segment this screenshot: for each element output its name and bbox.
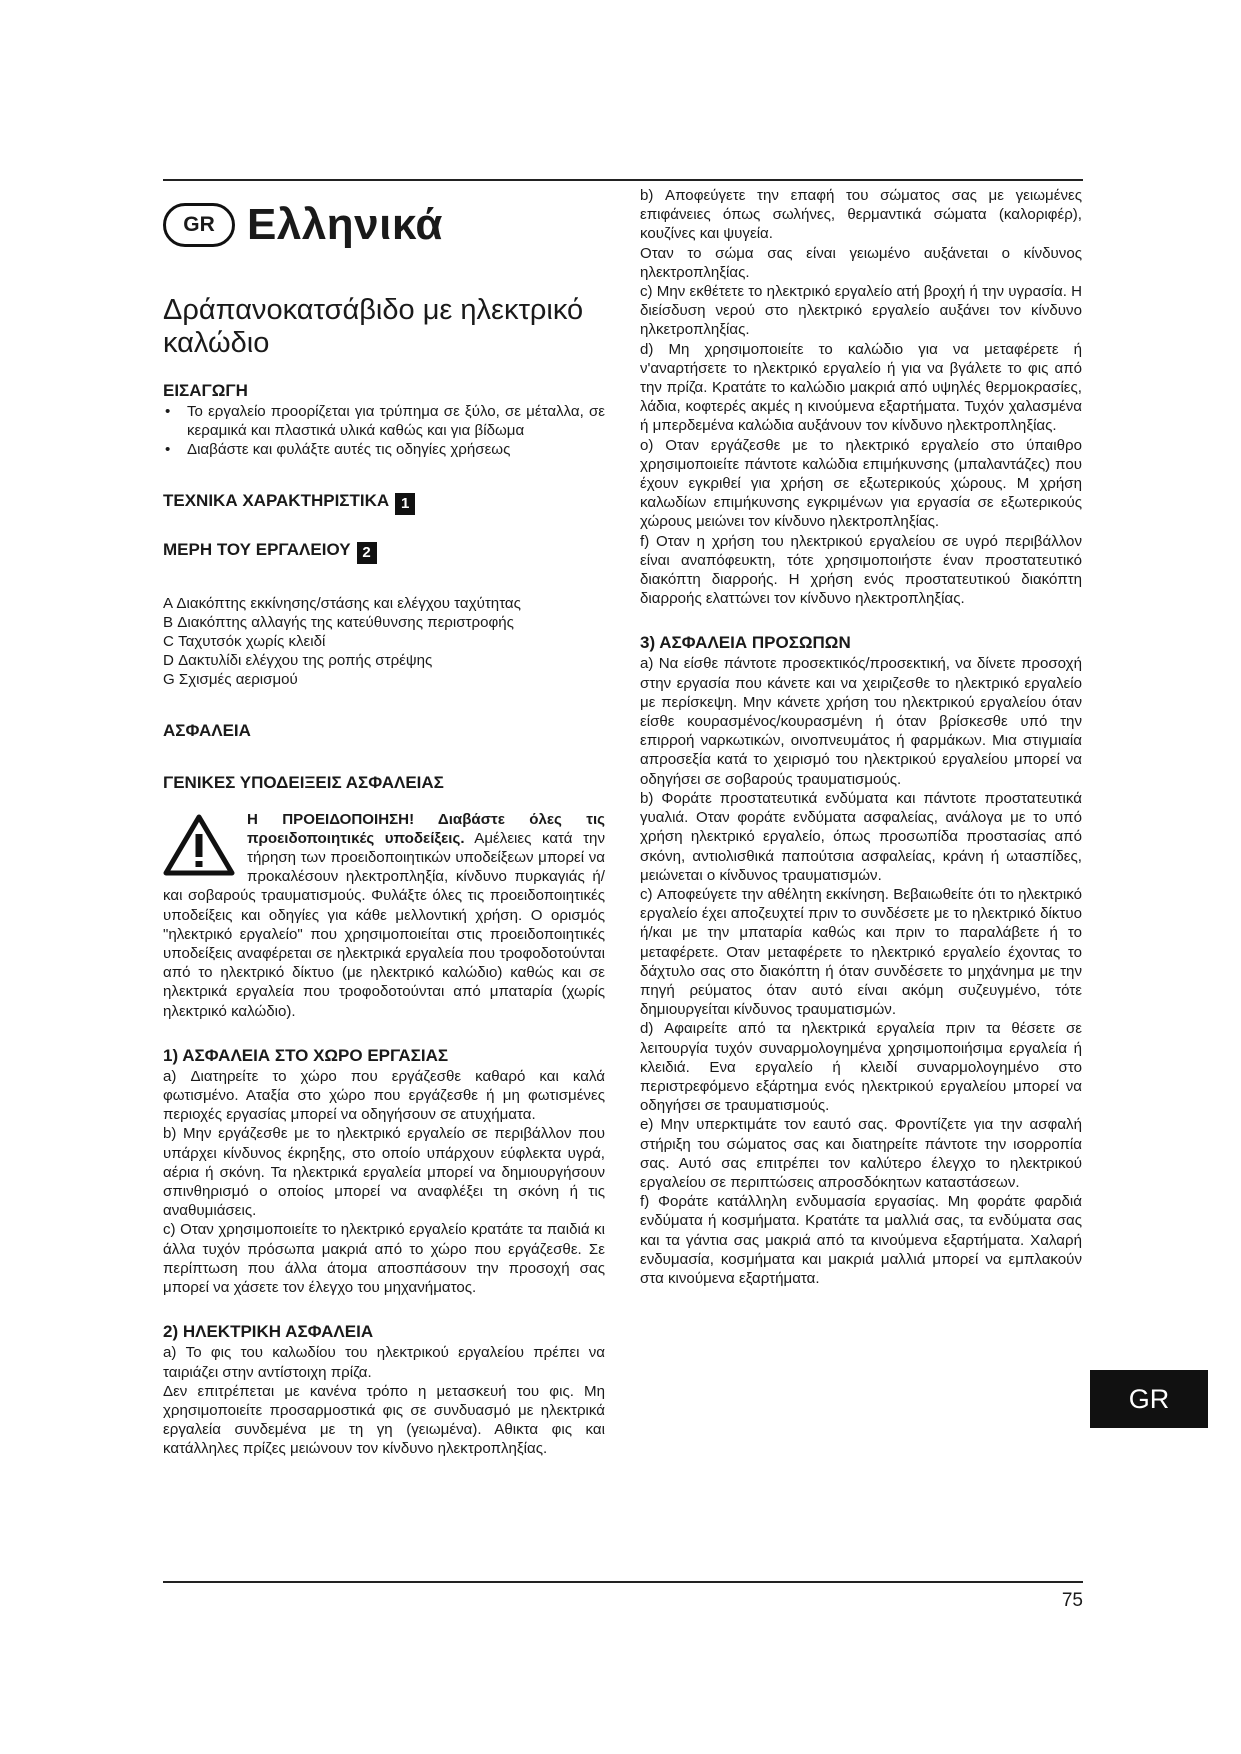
document-title: Δράπανοκατσάβιδο με ηλεκτρικό καλώδιο (163, 294, 584, 359)
list-item: B Διακόπτης αλλαγής της κατεύθυνσης περιστροφής (163, 613, 514, 631)
work-area-heading: 1) ΑΣΦΑΛΕΙΑ ΣΤΟ ΧΩΡΟ ΕΡΓΑΣΙΑΣ (163, 1045, 449, 1065)
language-badge: GR (163, 203, 235, 247)
warning-triangle-icon (163, 814, 235, 876)
paragraph: c) Μην εκθέτετε το ηλεκτρικό εργαλείο ατή βροχή ή την υγρασία. Η διείσδυση νερού στο ηλεκτρικό εργαλείο αυξάνει τον κίνδυνο ηλκετροπληξίας. (640, 283, 1083, 339)
paragraph: Οταν το σώμα σας είναι γειωμένο αυξάνεται ο κίνδυνος ηλεκτροπληξίας. (640, 244, 1082, 281)
paragraph: Δεν επιτρέπεται με κανένα τρόπο η μετασκευή του φις. Μη χρησιμοποιείτε προσαρμοστικά φις σε συνδυασμό με ηλεκτρικά εργαλεία συνδεμένα με τη γη (γειωμένα). Αθικτα φις και κατάλληλες πρίζες μειώνουν τον κίνδυνο ηλεκτροπληξίας. (163, 1382, 605, 1458)
list-item: • Διαβάστε και φυλάξτε αυτές τις οδηγίες χρήσεως (163, 440, 605, 459)
paragraph: a) Να είσθε πάντοτε προσεκτικός/προσεκτική, να δίνετε προσοχή στην εργασία που κάνετε και να χειριζεσθε το ηλεκτρικό εργαλείο με περίσκεψη. Μην κάνετε χρήση του ηλεκτρικού εργαλείου όταν είσθε κουρασμένος/κουρασμένη ή όταν βρίσκεσθε υπό την επιρροή ναρκωτικών, οινοπνευμάτος ή φαρμάκων. Μια στιγμιαία απροσεξία κατά το χειρισμό του ηλεκτρικού εργαλείου μπορεί να οδηγήσει σε σοβαρούς τραυματισμούς. (640, 655, 1082, 788)
figure-2-badge: 2 (357, 542, 377, 564)
warning-lead: Η ΠΡΟΕΙΔΟΠΟΙΗΣΗ! Διαβάστε όλες τις προειδοποιητικές υποδείξεις. (247, 810, 605, 847)
list-item: • Το εργαλείο προορίζεται για τρύπημα σε ξύλο, σε μέταλλα, σε κεραμικά και πλαστικά υλικά καθώς και για βίδωμα (163, 402, 605, 440)
paragraph: f) Οταν η χρήση του ηλεκτρικού εργαλείου σε υγρό περιβάλλον είναι αναπόφευκτη, τότε χρησιμοποιήστε έναν προστατευτικό διακόπτη διαρροής. Η χρήση ενός προστατευτικού διακόπτη διαρροής ελαττώνει τον κίνδυνο ηλεκτροπληξίας. (640, 532, 1082, 608)
paragraph: o) Οταν εργάζεσθε με το ηλεκτρικό εργαλείο στο ύπαιθρο χρησιμοποιείτε πάντοτε καλώδια επιμήκυνσης (μπαλαντάζες) που έχουν εγκριθεί για χρήση σε εξωτερικούς χώρους. Μ χρήση καλωδίων επιμήκυνσης εγκριμένων για εργασία σε εξωτερικούς χώρους μειώνει τον κίνδυνο ηλεκτροπληξίας. (640, 436, 1082, 531)
language-side-tab: GR (1090, 1370, 1208, 1428)
page-number: 75 (1061, 1590, 1083, 1611)
paragraph: c) Αποφεύγετε την αθέλητη εκκίνηση. Βεβαιωθείτε ότι το ηλεκτρικό εργαλείο έχει αποζευχτεί πριν το συνδέσετε με το ηλεκτρικό δίκτυο ή/και με την μπαταρία καθώς και πριν το παραλάβετε ή το μεταφέρετε. Οταν μεταφέρετε το ηλεκτρικό εργαλείο έχοντας το δάχτυλο σας στο διακόπτη ή όταν συνδέσετε το μηχάνημα με την πηγή ρεύματος όταν αυτό είναι ακόμη συζευγμένο, τότε δημιουργείται κίνδυνος τραυματισμών. (640, 885, 1082, 1019)
paragraph: a) Το φις του καλωδίου του ηλεκτρικού εργαλείου πρέπει να ταιριάζει στην αντίστοιχη πρίζα. (163, 1344, 605, 1381)
intro-heading: ΕΙΣΑΓΩΓΗ (163, 381, 248, 400)
paragraph: f) Φοράτε κατάλληλη ενδυμασία εργασίας. Μη φοράτε φαρδιά ενδύματα ή κοσμήματα. Κρατάτε τα μαλλιά σας, τα ενδύματα σας και τα γάντια σας μακριά από τα κινούμενα εξαρτήματα. Χαλαρή ενδυμασία, κοσμήματα και μακριά μαλλιά μπορεί να εμπλακούν στα κινούμενα εξαρτήματα. (640, 1193, 1082, 1287)
language-header (163, 194, 605, 256)
electrical-safety-text (163, 1343, 605, 1458)
personal-safety-heading: 3) ΑΣΦΑΛΕΙΑ ΠΡΟΣΩΠΩΝ (640, 633, 851, 653)
intro-list (163, 402, 605, 460)
paragraph: b) Αποφεύγετε την επαφή του σώματος σας με γειωμένες επιφάνειες όπως σωλήνες, θερμαντικά σώματα (καλοριφέρ), κουζίνες και ψυγεία. (640, 187, 1082, 243)
right-column (640, 186, 1082, 1288)
paragraph: a) Διατηρείτε το χώρο που εργάζεσθε καθαρό και καλά φωτισμένο. Αταξία στο χώρο που εργάζεσθε ή μη φωτισμένες περιοχές εργασίας μπορεί να οδηγήσουν σε ατυχήματα. (163, 1067, 605, 1124)
paragraph: d) Αφαιρείτε από τα ηλεκτρικά εργαλεία πριν τα θέσετε σε λειτουργία τυχόν συναρμολογημένα χρησιμοποιήσιμα εργαλεία ή κλειδιά. Ενα εργαλείο ή κλειδί συναρμολογημένο στο περιστρεφόμενο εξάρτημα ενός ηλεκτρικού εργαλείου μπορεί να οδηγήσει σε τραυματισμούς. (640, 1020, 1082, 1115)
bottom-rule (163, 1581, 1083, 1583)
paragraph: c) Οταν χρησιμοποιείτε το ηλεκτρικό εργαλείο κρατάτε τα παιδιά κι άλλα τυχόν πρόσωπα μακριά από το χώρο που εργάζεσθε. Σε περίπτωση που άλλα άτομα αποσπάσουν την προσοχή σας μπορεί να χάσετε τον έλεγχο του μηχανήματος. (163, 1221, 605, 1297)
work-area-text (163, 1067, 605, 1297)
general-safety-heading: ΓΕΝΙΚΕΣ ΥΠΟΔΕΙΞΕΙΣ ΑΣΦΑΛΕΙΑΣ (163, 772, 444, 792)
paragraph: b) Φοράτε προστατευτικά ενδύματα και πάντοτε προστατευτικά γυαλιά. Οταν φοράτε ενδύματα ασφαλείας, ανάλογα με το υπό χρήση ηλεκτρικό εργαλείο, όπως προσωπίδα προστασίας από σκόνη, αντιολισθικά παπούτσια ασφαλείας, κράνη ή ωτασπίδες, μειώνεται ο κίνδυνος τραυματισμών. (640, 789, 1082, 884)
safety-heading: ΑΣΦΑΛΕΙΑ (163, 720, 251, 740)
left-column (163, 194, 605, 1459)
parts-heading-text: ΜΕΡΗ ΤΟΥ ΕΡΓΑΛΕΙΟΥ (163, 539, 351, 559)
paragraph: e) Μην υπερκτιμάτε τον εαυτό σας. Φροντίζετε για την ασφαλή στήριξη του σώματος σας και διατηρείτε πάντοτε την ισορροπία σας. Αυτό σας επιτρέπει τον καλύτερο έλεγχο το ηλεκτρικού εργαλείου σε περιπτώσεις απροσδόκητων καταστάσεων. (640, 1116, 1082, 1191)
electrical-safety-heading: 2) ΗΛΕΚΤΡΙΚΗ ΑΣΦΑΛΕΙΑ (163, 1322, 374, 1342)
specs-heading (163, 490, 605, 515)
list-item: D Δακτυλίδι ελέγχου της ροπής στρέψης (163, 652, 433, 670)
language-name: Ελληνικά (247, 200, 443, 250)
figure-1-badge: 1 (395, 493, 415, 515)
list-item: A Διακόπτης εκκίνησης/στάσης και ελέγχου ταχύτητας (163, 594, 521, 612)
top-rule (163, 179, 1083, 181)
parts-heading (163, 539, 605, 564)
specs-heading-text: ΤΕΧΝΙΚΑ ΧΑΡΑΚΤΗΡΙΣΤΙΚΑ (163, 490, 390, 510)
warning-block (163, 810, 605, 1021)
list-item: G Σχισμές αερισμού (163, 671, 298, 689)
parts-list (163, 594, 605, 690)
paragraph: d) Μη χρησιμοποιείτε το καλώδιο για να μεταφέρετε ή ν'αναρτήσετε το ηλεκτρικό εργαλείο ή για να βγάλετε το φις από την πρίζα. Κρατάτε το καλώδιο μακριά από υψηλές θερμοκρασίες, λάδια, κοφτερές ακμές η κινούμενα εξαρτήματα. Τυχόν χαλασμένα ή μπερδεμένα καλώδια αυξάνουν τον κίνδυνο ηλεκτροπληξίας. (640, 340, 1082, 435)
paragraph: b) Μην εργάζεσθε με το ηλεκτρικό εργαλείο σε περιβάλλον που υπάρχει κίνδυνος έκρηξης, στο οποίο υπάρχουν εύφλεκτα υγρά, αέρια ή σκόνη. Τα ηλεκτρικά εργαλεία μπορεί να δημιουργήσουν σπινθηρισμό ο οποίος μπορεί να αναφλέξει τη σκόνη ή τις αναθυμιάσεις. (163, 1125, 605, 1220)
warning-text: Αμέλειες κατά την τήρηση των προειδοποιητικών υποδείξεων μπορεί να προκαλέσουν ηλεκτροπληξία, κίνδυνο πυρκαγιάς ή/και σοβαρούς τραυματισμούς. Φυλάξτε όλες τις προειδοποιητικές υποδείξεις και οδηγίες για κάθε μελλοντική χρήση. Ο ορισμός "ηλεκτρικό εργαλείο" που χρησιμοποιείται στις προειδοποιητικές υποδείξεις αναφέρεται σε ηλεκτρικά εργαλεία που τροφοδοτούνται από το ηλεκτρικό δίκτυο (με ηλεκτρικό καλώδιο) καθώς και σε ηλεκτρικά εργαλεία που τροφοδοτούνται από μπαταρία (χωρίς ηλεκτρικό καλώδιο). (163, 829, 605, 1020)
list-item: C Ταχυτσόκ χωρίς κλειδί (163, 633, 326, 651)
